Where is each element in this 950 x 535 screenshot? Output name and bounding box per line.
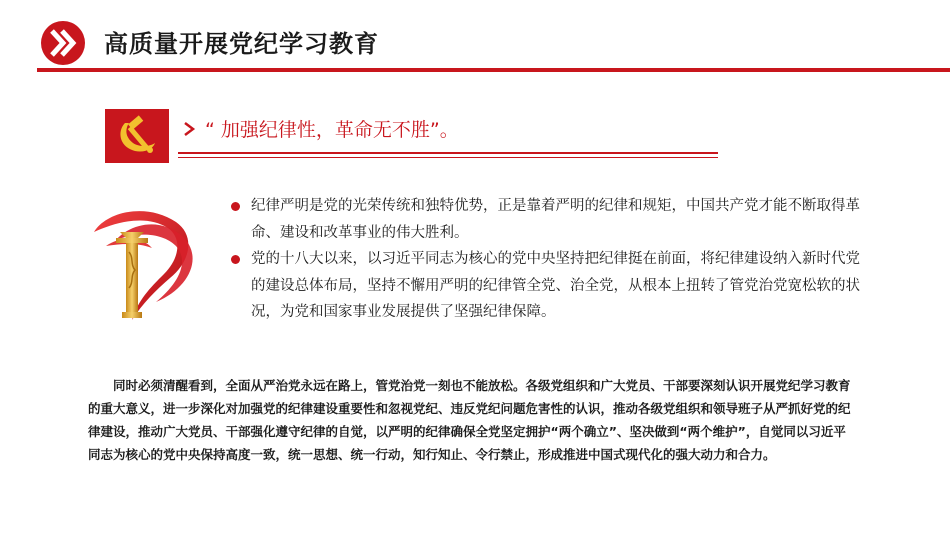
dot-icon <box>231 255 240 264</box>
list-item-text: 纪律严明是党的光荣传统和独特优势，正是靠着严明的纪律和规矩，中国共产党才能不断取得革命、建设和改革事业的伟大胜利。 <box>251 198 860 241</box>
party-emblem <box>105 109 169 163</box>
quote-underline <box>178 152 718 154</box>
hammer-sickle-icon <box>115 115 159 157</box>
body-paragraph: 同时必须清醒看到，全面从严治党永远在路上，管党治党一刻也不能放松。各级党组织和广大党员、干部要深刻认识开展党纪学习教育的重大意义，进一步深化对加强党的纪律建设重要性和忽视党纪、违反党纪问题危害性的认识，推动各级党组织和领导班子从严抓好党的纪律建设，推动广大党员、干部强化遵守纪律的自觉，以严明的纪律确保全党坚定拥护“两个确立”、坚决做到“两个维护”，自觉同以习近平同志为核心的党中央保持高度一致，统一思想、统一行动，知行知止、令行禁止，形成推进中国式现代化的强大动力和合力。 <box>88 378 851 462</box>
list-item <box>228 193 868 246</box>
list-item <box>228 246 868 326</box>
page-title: 高质量开展党纪学习教育 <box>104 30 379 58</box>
arrow-right-icon <box>182 121 196 137</box>
double-chevron-icon <box>38 20 88 66</box>
key-points-list <box>228 193 868 326</box>
quote-underline-thin <box>178 157 718 158</box>
list-item-text: 党的十八大以来，以习近平同志为核心的党中央坚持把纪律挺在前面，将纪律建设纳入新时代党的建设总体布局，坚持不懈用严明的纪律管全党、治全党，从根本上扭转了管党治党宽松软的状况，为党和国家事业发展提供了坚强纪律保障。 <box>251 251 860 320</box>
quote-text: “ 加强纪律性，革命无不胜”。 <box>205 119 459 141</box>
dot-icon <box>231 202 240 211</box>
ribbon-huabiao-icon <box>86 192 218 324</box>
header-divider <box>37 68 950 72</box>
